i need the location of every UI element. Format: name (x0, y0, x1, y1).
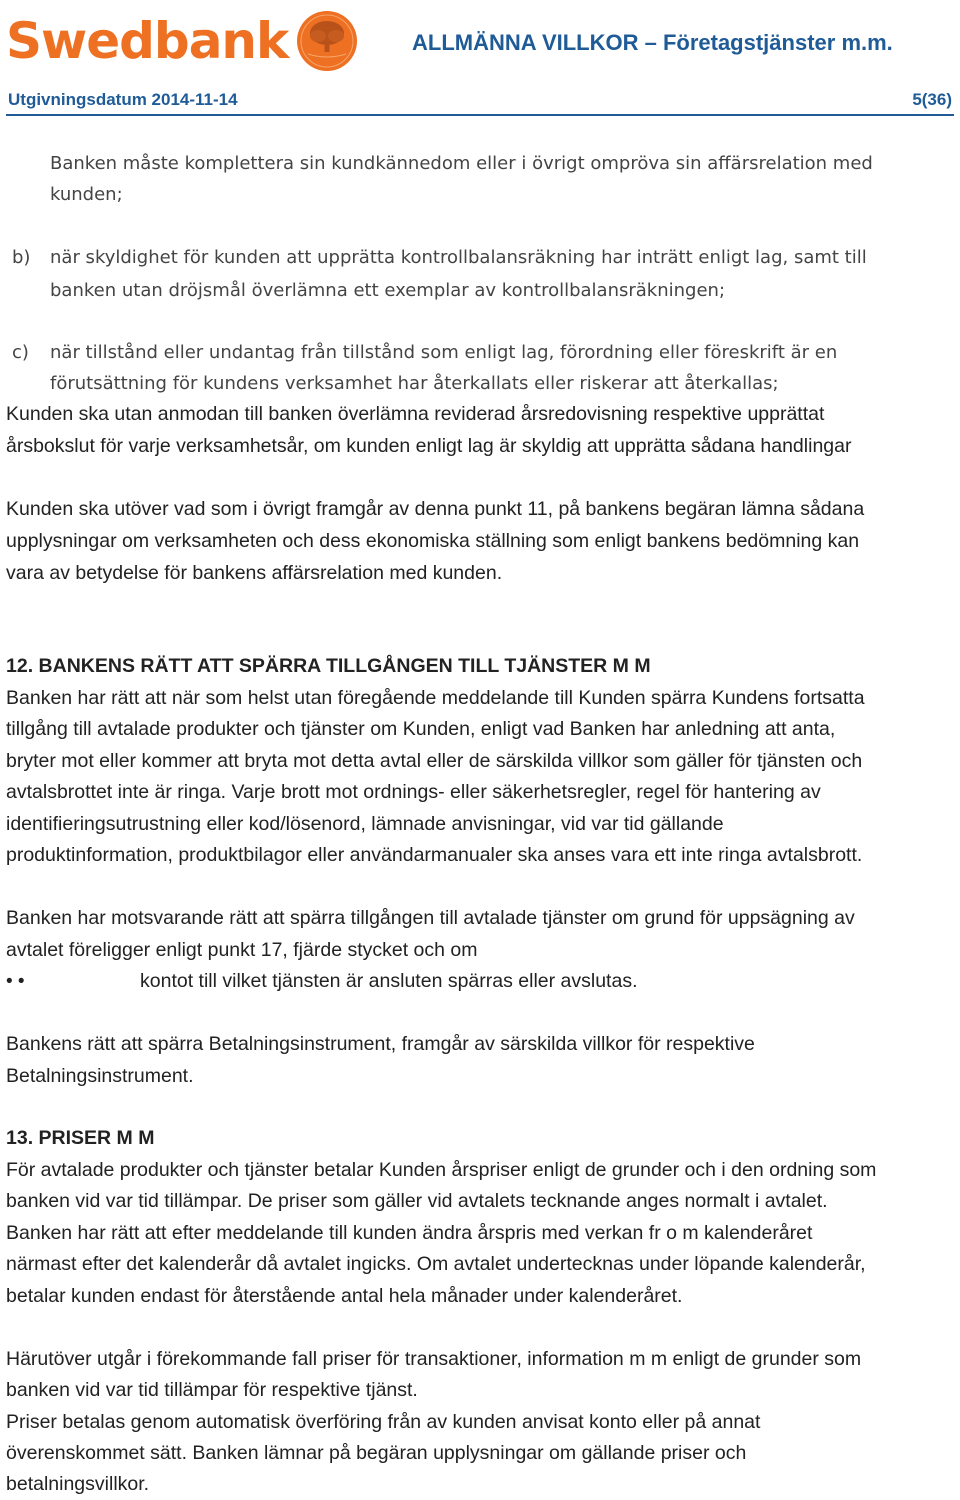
header-meta-row (8, 88, 952, 112)
paragraph-line: Bankens rätt att spärra Betalningsinstrument, framgår av särskilda villkor för respektive (6, 1033, 755, 1055)
paragraph-line: banken vid var tid tillämpar för respektive tjänst. (6, 1379, 418, 1401)
bullet-marks: • • (6, 971, 25, 992)
list-item-b-line: när skyldighet för kunden att upprätta kontrollbalansräkning har inträtt enligt lag, samt till (50, 247, 867, 268)
list-label-b: b) (12, 247, 31, 268)
paragraph-line: Härutöver utgår i förekommande fall priser för transaktioner, information m m enligt de grunder som (6, 1348, 862, 1370)
paragraph-line: bryter mot eller kommer att bryta mot detta avtal eller de särskilda villkor som gäller för tjänsten och (6, 750, 863, 772)
paragraph-line: För avtalade produkter och tjänster betalar Kunden årspriser enligt de grunder och i den ordning som (6, 1159, 877, 1181)
list-item-c-line: när tillstånd eller undantag från tillstånd som enligt lag, förordning eller föreskrift är en (50, 342, 838, 363)
paragraph-line: identifieringsutrustning eller kod/lösenord, lämnade anvisningar, vid var tid gällande (6, 813, 724, 835)
paragraph-line: avtalsbrottet inte är ringa. Varje brott mot ordnings- eller säkerhetsregler, regel för hantering av (6, 781, 821, 803)
oak-tree-seal-icon (296, 10, 358, 72)
paragraph-line: Kunden ska utan anmodan till banken överlämna reviderad årsredovisning respektive upprättat (6, 403, 825, 425)
section-13-heading: 13. PRISER M M (6, 1127, 155, 1149)
paragraph-line: banken vid var tid tillämpar. De priser som gäller vid avtalets tecknande anges normalt i avtalet. (6, 1190, 828, 1212)
paragraph-line: vara av betydelse för bankens affärsrelation med kunden. (6, 562, 503, 584)
intro-line: Banken måste komplettera sin kundkännedom eller i övrigt ompröva sin affärsrelation med (50, 153, 873, 174)
paragraph-line: Priser betalas genom automatisk överföring från av kunden anvisat konto eller på annat (6, 1411, 761, 1433)
paragraph-line: Banken har motsvarande rätt att spärra tillgången till avtalade tjänster om grund för uppsägning av (6, 907, 855, 929)
list-item-c-line: förutsättning för kundens verksamhet har återkallats eller riskerar att återkallas; (50, 373, 779, 394)
paragraph-line: närmast efter det kalenderår då avtalet ingicks. Om avtalet undertecknas under löpande kalenderår, (6, 1253, 866, 1275)
document-title: ALLMÄNNA VILLKOR – Företagstjänster m.m. (412, 30, 893, 55)
list-item-b-line: banken utan dröjsmål överlämna ett exemplar av kontrollbalansräkningen; (50, 280, 726, 301)
paragraph-line: Kunden ska utöver vad som i övrigt framgår av denna punkt 11, på bankens begäran lämna sådana (6, 498, 865, 520)
paragraph-line: Banken har rätt att när som helst utan föregående meddelande till Kunden spärra Kundens fortsatta (6, 687, 865, 709)
swedbank-logo (6, 2, 358, 80)
paragraph-line: produktinformation, produktbilagor eller användarmanualer ska anses vara ett inte ringa avtalsbrott. (6, 844, 863, 866)
paragraph-line: Betalningsinstrument. (6, 1065, 194, 1087)
paragraph-line: överenskommet sätt. Banken lämnar på begäran upplysningar om gällande priser och (6, 1442, 747, 1464)
intro-line: kunden; (50, 184, 123, 205)
paragraph-line: Banken har rätt att efter meddelande till kunden ändra årspris med verkan fr o m kalenderåret (6, 1222, 813, 1244)
paragraph-line: betalar kunden endast för återstående antal hela månader under kalenderåret. (6, 1285, 683, 1307)
list-label-c: c) (12, 342, 29, 363)
logo-wordmark: Swedbank (6, 12, 289, 70)
paragraph-line: upplysningar om verksamheten och dess ekonomiska ställning som enligt bankens bedömning kan (6, 530, 860, 552)
paragraph-line: årsbokslut för varje verksamhetsår, om kunden enligt lag är skyldig att upprätta sådana handlingar (6, 435, 852, 457)
header-divider (6, 114, 954, 116)
paragraph-line: tillgång till avtalade produkter och tjänster om Kunden, enligt vad Banken har anledning att anta, (6, 718, 836, 740)
paragraph-line: betalningsvillkor. (6, 1473, 150, 1495)
bullet-item: kontot till vilket tjänsten är ansluten spärras eller avslutas. (140, 970, 638, 992)
paragraph-line: avtalet föreligger enligt punkt 17, fjärde stycket och om (6, 939, 478, 961)
section-12-heading: 12. BANKENS RÄTT ATT SPÄRRA TILLGÅNGEN TILL TJÄNSTER M M (6, 655, 651, 677)
page-number: 5(36) (912, 90, 952, 109)
issue-date: Utgivningsdatum 2014-11-14 (8, 90, 238, 109)
